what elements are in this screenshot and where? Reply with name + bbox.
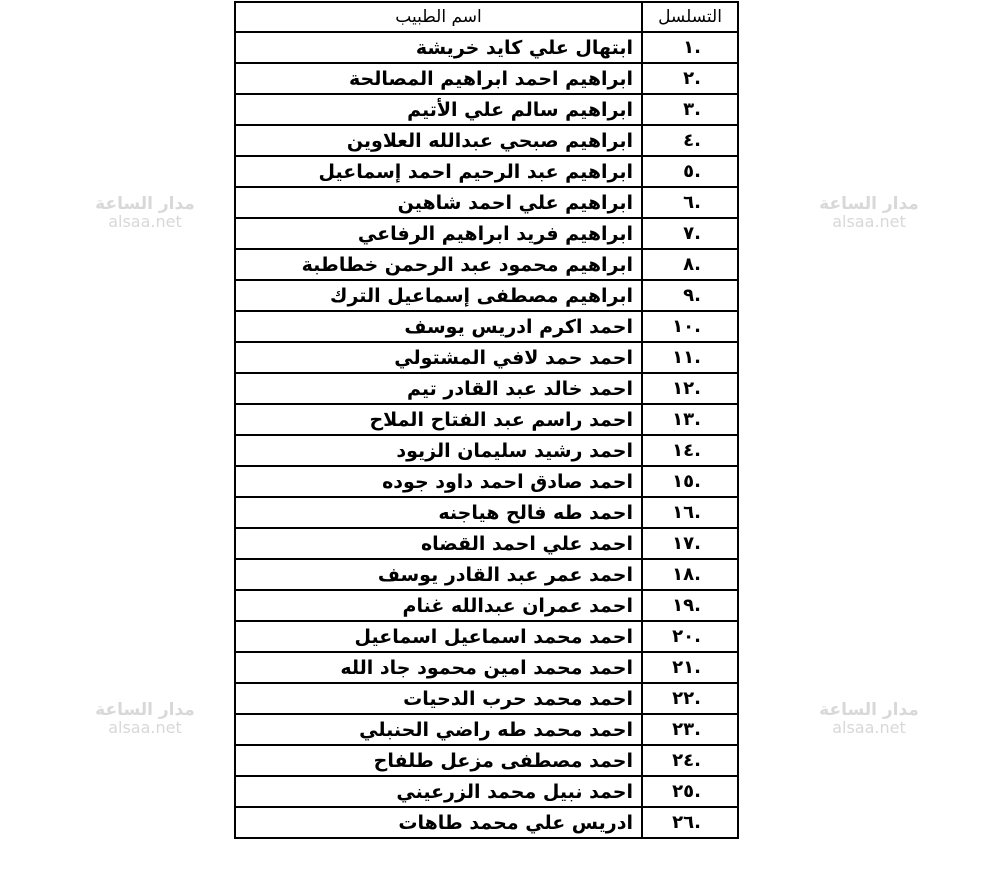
row-sequence-number: .٢١ (642, 652, 738, 683)
row-sequence-number: .٨ (642, 249, 738, 280)
row-doctor-name: ابراهيم مصطفى إسماعيل الترك (235, 280, 642, 311)
watermark-bottom-right (814, 702, 924, 737)
table-row (235, 621, 738, 652)
table-row (235, 745, 738, 776)
row-doctor-name: ابراهيم سالم علي الأتيم (235, 94, 642, 125)
row-sequence-number: .١٤ (642, 435, 738, 466)
watermark-arabic: مدار الساعة (95, 700, 195, 720)
row-doctor-name: احمد محمد طه راضي الحنبلي (235, 714, 642, 745)
row-sequence-number: .١٧ (642, 528, 738, 559)
table-row (235, 497, 738, 528)
row-sequence-number: .٢٢ (642, 683, 738, 714)
row-doctor-name: ابراهيم احمد ابراهيم المصالحة (235, 63, 642, 94)
row-sequence-number: .٢٥ (642, 776, 738, 807)
row-doctor-name: ابراهيم فريد ابراهيم الرفاعي (235, 218, 642, 249)
watermark-top-right (814, 196, 924, 231)
table-row (235, 156, 738, 187)
row-sequence-number: .٢٦ (642, 807, 738, 838)
watermark-latin: alsaa.net (108, 211, 182, 231)
table-row (235, 311, 738, 342)
table-row (235, 249, 738, 280)
row-sequence-number: .١١ (642, 342, 738, 373)
row-doctor-name: ابراهيم عبد الرحيم احمد إسماعيل (235, 156, 642, 187)
row-doctor-name: احمد رشيد سليمان الزيود (235, 435, 642, 466)
doctors-table (234, 1, 739, 839)
row-doctor-name: احمد عمران عبدالله غنام (235, 590, 642, 621)
row-doctor-name: احمد نبيل محمد الزرعيني (235, 776, 642, 807)
table-body (235, 32, 738, 838)
row-doctor-name: احمد حمد لافي المشتولي (235, 342, 642, 373)
watermark-top-left (90, 196, 200, 231)
row-doctor-name: احمد راسم عبد الفتاح الملاح (235, 404, 642, 435)
watermark-arabic: مدار الساعة (819, 700, 919, 720)
watermark-latin: alsaa.net (108, 717, 182, 737)
table-row (235, 94, 738, 125)
row-sequence-number: .١٦ (642, 497, 738, 528)
row-doctor-name: احمد مصطفى مزعل طلفاح (235, 745, 642, 776)
row-doctor-name: ابتهال علي كايد خريشة (235, 32, 642, 63)
row-doctor-name: احمد محمد امين محمود جاد الله (235, 652, 642, 683)
row-sequence-number: .١٨ (642, 559, 738, 590)
row-doctor-name: احمد اكرم ادريس يوسف (235, 311, 642, 342)
row-doctor-name: احمد خالد عبد القادر تيم (235, 373, 642, 404)
row-sequence-number: .١ (642, 32, 738, 63)
table-row (235, 187, 738, 218)
row-sequence-number: .٩ (642, 280, 738, 311)
row-sequence-number: .١٢ (642, 373, 738, 404)
watermark-latin: alsaa.net (832, 717, 906, 737)
table-row (235, 528, 738, 559)
table-row (235, 125, 738, 156)
row-doctor-name: ادريس علي محمد طاهات (235, 807, 642, 838)
table-row (235, 807, 738, 838)
table-row (235, 559, 738, 590)
table-row (235, 435, 738, 466)
table-row (235, 32, 738, 63)
row-sequence-number: .١٩ (642, 590, 738, 621)
row-sequence-number: .١٣ (642, 404, 738, 435)
row-doctor-name: احمد صادق احمد داود جوده (235, 466, 642, 497)
row-doctor-name: احمد عمر عبد القادر يوسف (235, 559, 642, 590)
row-doctor-name: احمد محمد حرب الدحيات (235, 683, 642, 714)
watermark-latin: alsaa.net (832, 211, 906, 231)
table-row (235, 683, 738, 714)
row-doctor-name: ابراهيم صبحي عبدالله العلاوين (235, 125, 642, 156)
table-row (235, 714, 738, 745)
table-row (235, 404, 738, 435)
row-doctor-name: ابراهيم محمود عبد الرحمن خطاطبة (235, 249, 642, 280)
row-sequence-number: .٦ (642, 187, 738, 218)
row-doctor-name: احمد محمد اسماعيل اسماعيل (235, 621, 642, 652)
watermark-arabic: مدار الساعة (819, 194, 919, 214)
table-row (235, 466, 738, 497)
row-sequence-number: .١٥ (642, 466, 738, 497)
row-sequence-number: .٣ (642, 94, 738, 125)
row-sequence-number: .٥ (642, 156, 738, 187)
watermark-bottom-left (90, 702, 200, 737)
row-doctor-name: احمد طه فالح هياجنه (235, 497, 642, 528)
header-doctor-name: اسم الطبيب (235, 2, 642, 32)
table-row (235, 590, 738, 621)
table-header-row (235, 2, 738, 32)
watermark-arabic: مدار الساعة (95, 194, 195, 214)
row-sequence-number: .٢٠ (642, 621, 738, 652)
table-row (235, 652, 738, 683)
header-sequence: التسلسل (642, 2, 738, 32)
row-sequence-number: .٤ (642, 125, 738, 156)
table-row (235, 63, 738, 94)
row-doctor-name: ابراهيم علي احمد شاهين (235, 187, 642, 218)
row-sequence-number: .٢ (642, 63, 738, 94)
table-row (235, 373, 738, 404)
row-sequence-number: .٢٣ (642, 714, 738, 745)
row-sequence-number: .١٠ (642, 311, 738, 342)
table-row (235, 776, 738, 807)
table-row (235, 218, 738, 249)
row-sequence-number: .٧ (642, 218, 738, 249)
table-row (235, 342, 738, 373)
row-doctor-name: احمد علي احمد القضاه (235, 528, 642, 559)
row-sequence-number: .٢٤ (642, 745, 738, 776)
table-row (235, 280, 738, 311)
